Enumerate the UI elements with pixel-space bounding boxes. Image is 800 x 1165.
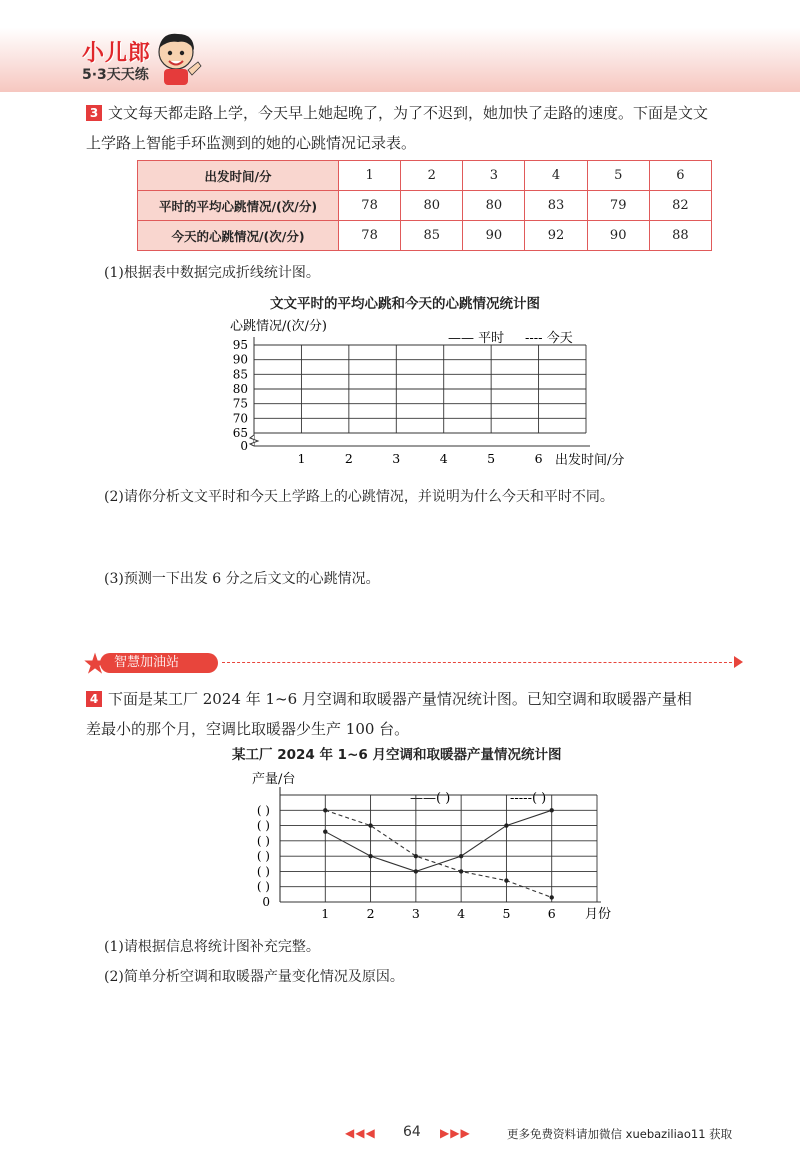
mascot-boy-icon — [150, 28, 204, 86]
table-cell: 78 — [339, 221, 401, 251]
chart1-ylabel: 心跳情况/(次/分) — [230, 319, 327, 334]
q3-number-badge: 3 — [86, 105, 102, 121]
chart1-legend-usual: —— 平时 — [448, 331, 505, 346]
chart2-xtick-label: 6 — [547, 906, 556, 921]
heartbeat-record-table — [137, 160, 712, 251]
chart1-xtick-label: 3 — [392, 451, 401, 466]
chart1-ytick-label: 90 — [232, 352, 248, 367]
arrows-left-icon: ◀◀◀ — [345, 1126, 376, 1140]
page-number: 64 — [403, 1124, 421, 1140]
chart2-ticks — [257, 803, 556, 921]
table-cell: 85 — [401, 221, 463, 251]
chart1-ytick-label: 80 — [232, 382, 248, 396]
table-cell: 2 — [401, 161, 463, 191]
q3-sub3: (3)预测一下出发 6 分之后文文的心跳情况。 — [104, 571, 380, 587]
chart1-xtick-label: 6 — [534, 451, 543, 466]
table-cell: 92 — [525, 221, 587, 251]
chart1-ytick-label: 70 — [232, 411, 248, 426]
arrows-right-icon: ▶▶▶ — [440, 1126, 471, 1140]
q3-text-line1: 文文每天都走路上学，今天早上她起晚了，为了不迟到，她加快了走路的速度。下面是文文 — [108, 104, 709, 122]
chart2-series — [323, 808, 554, 900]
chart2-data-point — [550, 895, 554, 899]
chart1-xlabel: 出发时间/分 — [555, 453, 625, 468]
production-line-chart — [220, 765, 660, 925]
q4-text-line2: 差最小的那个月，空调比取暖器少生产 100 台。 — [86, 720, 410, 738]
series-label: 5·3天天练 — [82, 67, 149, 83]
chart1-ytick-label: 0 — [240, 439, 248, 453]
table-cell: 80 — [463, 191, 525, 221]
chart1-ytick-label: 85 — [232, 367, 248, 382]
chart2-data-point — [368, 854, 372, 858]
chart2-xtick-label: 3 — [411, 906, 420, 921]
row-header: 出发时间/分 — [138, 161, 339, 191]
chart2-ylabel: 产量/台 — [252, 772, 296, 787]
chart2-data-point — [504, 823, 508, 827]
table-cell: 80 — [401, 191, 463, 221]
chart2-xlabel: 月份 — [585, 907, 612, 922]
page-header — [0, 0, 800, 92]
table-cell: 5 — [587, 161, 649, 191]
chart2-data-point — [504, 878, 508, 882]
chart2-data-point — [414, 854, 418, 858]
chart1-ytick-label: 65 — [232, 426, 248, 440]
chart2-ytick-label: ( ) — [256, 879, 270, 894]
table-cell: 4 — [525, 161, 587, 191]
chart1-xtick-label: 4 — [439, 451, 448, 466]
row-header: 今天的心跳情况/(次/分) — [138, 221, 339, 251]
chart2-data-point — [414, 869, 418, 873]
q4-text-line1: 下面是某工厂 2024 年 1~6 月空调和取暖器产量情况统计图。已知空调和取暖器产量相 — [108, 690, 692, 708]
chart2-data-point — [459, 854, 463, 858]
q3-sub2: (2)请你分析文文平时和今天上学路上的心跳情况，并说明为什么今天和平时不同。 — [104, 489, 614, 505]
q4-stem — [86, 684, 756, 744]
chart2-xtick-label: 5 — [502, 906, 511, 921]
heartbeat-line-chart — [220, 312, 660, 472]
banner-dash-line — [222, 662, 737, 663]
table-cell: 83 — [525, 191, 587, 221]
chart2-xtick-label: 2 — [366, 906, 375, 921]
table-row — [138, 191, 712, 221]
zhihui-banner — [82, 652, 232, 674]
q3-text-line2: 上学路上智能手环监测到的她的心跳情况记录表。 — [86, 134, 417, 152]
chart2-title: 某工厂 2024 年 1~6 月空调和取暖器产量情况统计图 — [232, 747, 562, 763]
page-footer — [0, 1122, 800, 1152]
chart2-legend-solid: ——( ) — [410, 791, 451, 806]
table-row — [138, 161, 712, 191]
table-row — [138, 221, 712, 251]
chart2-xtick-label: 4 — [457, 906, 466, 921]
table-cell: 78 — [339, 191, 401, 221]
chart1-ytick-label: 95 — [232, 338, 248, 352]
table-cell: 88 — [649, 221, 711, 251]
q4-sub2: (2)简单分析空调和取暖器产量变化情况及原因。 — [104, 969, 404, 985]
q3-sub1: (1)根据表中数据完成折线统计图。 — [104, 265, 320, 281]
q3-stem — [86, 98, 756, 158]
chart1-axis-break — [250, 435, 258, 446]
chart2-ytick-label: ( ) — [256, 849, 270, 864]
table-cell: 82 — [649, 191, 711, 221]
table-cell: 6 — [649, 161, 711, 191]
q4-sub1: (1)请根据信息将统计图补充完整。 — [104, 939, 320, 955]
q4-number-badge: 4 — [86, 691, 102, 707]
table-cell: 1 — [339, 161, 401, 191]
chart1-ytick-label: 75 — [232, 396, 248, 411]
arrow-right-icon — [734, 656, 743, 668]
chart2-data-point — [323, 808, 327, 812]
table-cell: 3 — [463, 161, 525, 191]
chart2-ytick-label: 0 — [262, 895, 270, 909]
chart2-ytick-label: ( ) — [256, 803, 270, 818]
chart2-data-point — [459, 869, 463, 873]
table-cell: 79 — [587, 191, 649, 221]
chart1-xtick-label: 5 — [487, 451, 496, 466]
zhihui-label: 智慧加油站 — [100, 653, 218, 673]
footer-note: 更多免费资料请加微信 xuebaziliao11 获取 — [507, 1127, 733, 1141]
chart2-legend-dashed: -----( ) — [510, 791, 547, 806]
chart2-dashed-series-line — [325, 810, 551, 897]
chart2-ytick-label: ( ) — [256, 818, 270, 833]
chart1-grid — [250, 337, 590, 446]
chart1-legend-today: ---- 今天 — [525, 331, 573, 346]
chart2-ytick-label: ( ) — [256, 864, 270, 879]
chart2-xtick-label: 1 — [321, 906, 330, 921]
table-cell: 90 — [463, 221, 525, 251]
chart2-data-point — [368, 823, 372, 827]
chart2-data-point — [323, 829, 327, 833]
chart1-xtick-label: 2 — [344, 451, 353, 466]
chart1-ticks — [233, 338, 543, 466]
chart2-data-point — [550, 808, 554, 812]
chart1-title: 文文平时的平均心跳和今天的心跳情况统计图 — [270, 296, 540, 312]
brand-logo: 小儿郎 — [82, 41, 152, 66]
chart1-xtick-label: 1 — [297, 451, 306, 466]
row-header: 平时的平均心跳情况/(次/分) — [138, 191, 339, 221]
chart2-ytick-label: ( ) — [256, 833, 270, 848]
table-cell: 90 — [587, 221, 649, 251]
